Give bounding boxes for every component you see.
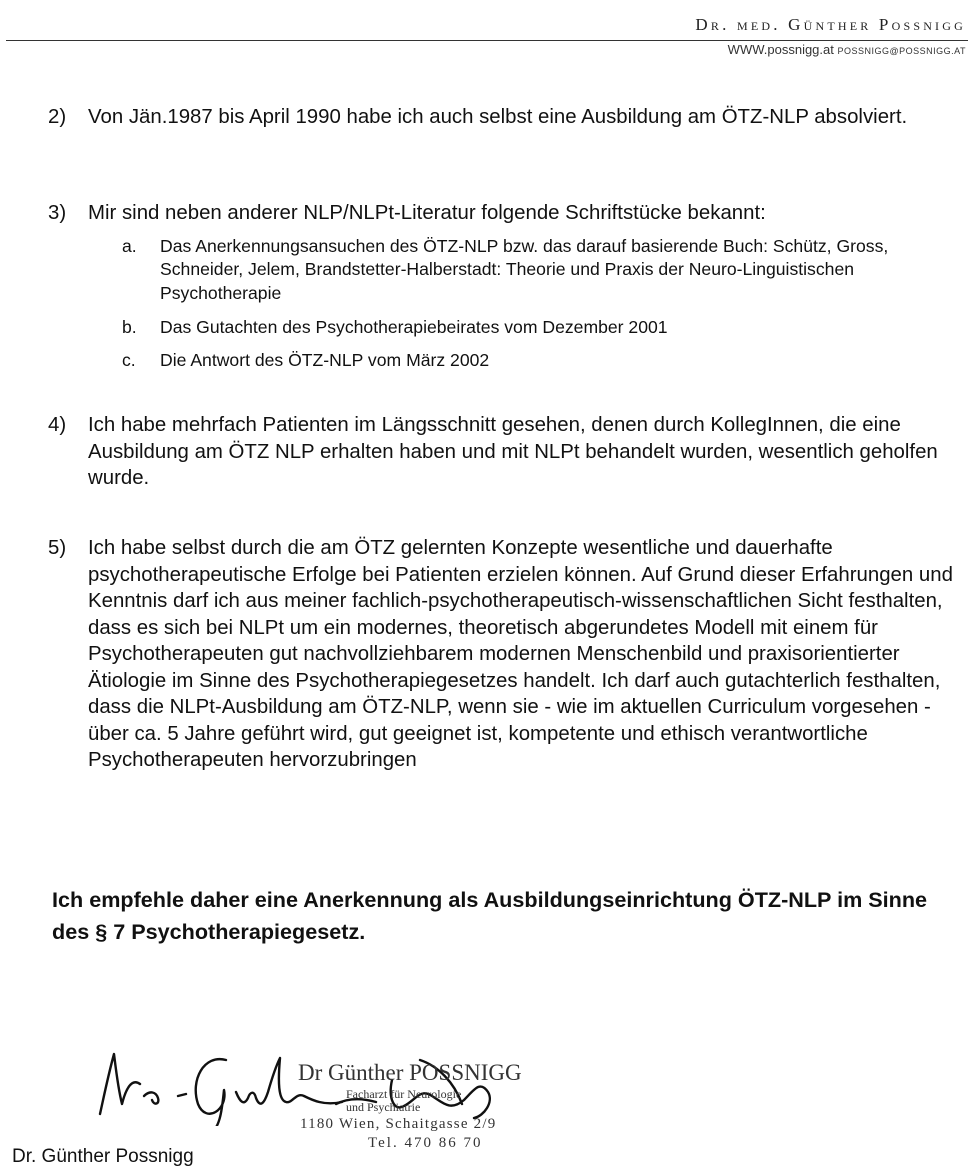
item-number: 5) bbox=[48, 537, 67, 559]
item-text: Ich habe mehrfach Patienten im Längsschnitt gesehen, denen durch KollegInnen, die eine Ausbildung am ÖTZ NLP erhalten haben und mit NLPt behandelt wurden, wesentlich geholfen wurde. bbox=[88, 414, 938, 489]
list-item bbox=[48, 412, 960, 492]
stamp-specialty-2: und Psychiatrie bbox=[346, 1100, 421, 1114]
sub-item-letter: b. bbox=[122, 317, 137, 337]
stamp-specialty-1: Facharzt für Neurologie bbox=[346, 1087, 462, 1101]
signer-name: Dr. Günther Possnigg bbox=[12, 1146, 194, 1167]
sub-item-letter: a. bbox=[122, 236, 137, 256]
sub-item-letter: c. bbox=[122, 350, 136, 370]
letterhead-website: WWW.possnigg.at bbox=[727, 42, 834, 57]
list-item bbox=[48, 200, 960, 227]
item-number: 3) bbox=[48, 202, 67, 224]
stamp-name: Dr Günther POSSNIGG bbox=[298, 1060, 522, 1085]
item-text: Von Jän.1987 bis April 1990 habe ich auch selbst eine Ausbildung am ÖTZ-NLP absolviert. bbox=[88, 106, 908, 128]
sub-item-text: Das Anerkennungsansuchen des ÖTZ-NLP bzw. das darauf basierende Buch: Schütz, Gross, Schneider, Jelem, Brandstetter-Halberstadt: Theorie und Praxis der Neuro-Linguistischen Psychotherapie bbox=[160, 236, 889, 303]
doctor-stamp bbox=[298, 1058, 598, 1152]
letterhead-divider bbox=[6, 40, 968, 41]
sub-list-item bbox=[122, 316, 958, 339]
letterhead-contact bbox=[728, 42, 966, 57]
item-text: Ich habe selbst durch die am ÖTZ gelernten Konzepte wesentliche und dauerhafte psychotherapeutische Erfolge bei Patienten erzielen können. Auf Grund dieser Erfahrungen und Kenntnis darf ich aus meiner fachlich-psychotherapeutisch-wissenschaftlichen Sicht festhalten, dass es sich bei NLPt um ein modernes, theoretisch abgerundetes Modell mit einem für Psychotherapeuten gut nachvollziehbarem modernen Menschenbild und praxisorientierter Ätiologie im Sinne des Psychotherapiegesetzes handelt. Ich darf auch gutachterlich festhalten, dass die NLPt-Ausbildung am ÖTZ-NLP, wenn sie - wie im aktuellen Curriculum vorgesehen - über ca. 5 Jahre geführt wird, gut geeignet ist, kompetente und ethisch verantwortliche Psychotherapeuten hervorzubringen bbox=[88, 537, 953, 771]
recommendation-statement: Ich empfehle daher eine Anerkennung als Ausbildungseinrichtung ÖTZ-NLP im Sinne des § 7 Psychotherapiegesetz. bbox=[52, 887, 928, 944]
sub-item-text: Das Gutachten des Psychotherapiebeirates vom Dezember 2001 bbox=[160, 317, 668, 337]
sub-item-text: Die Antwort des ÖTZ-NLP vom März 2002 bbox=[160, 350, 490, 370]
letterhead-email: POSSNIGG@POSSNIGG.AT bbox=[837, 46, 966, 56]
sub-list-item bbox=[122, 235, 958, 305]
item-number: 4) bbox=[48, 414, 67, 436]
letterhead-name: Dr. med. Günther Possnigg bbox=[695, 15, 966, 34]
item-text: Mir sind neben anderer NLP/NLPt-Literatur folgende Schriftstücke bekannt: bbox=[88, 202, 766, 224]
list-item bbox=[48, 104, 960, 131]
stamp-phone: Tel. 470 86 70 bbox=[368, 1135, 483, 1151]
item-number: 2) bbox=[48, 106, 67, 128]
list-item bbox=[48, 535, 960, 774]
sub-list-item bbox=[122, 349, 958, 372]
stamp-address: 1180 Wien, Schaitgasse 2/9 bbox=[300, 1116, 497, 1132]
